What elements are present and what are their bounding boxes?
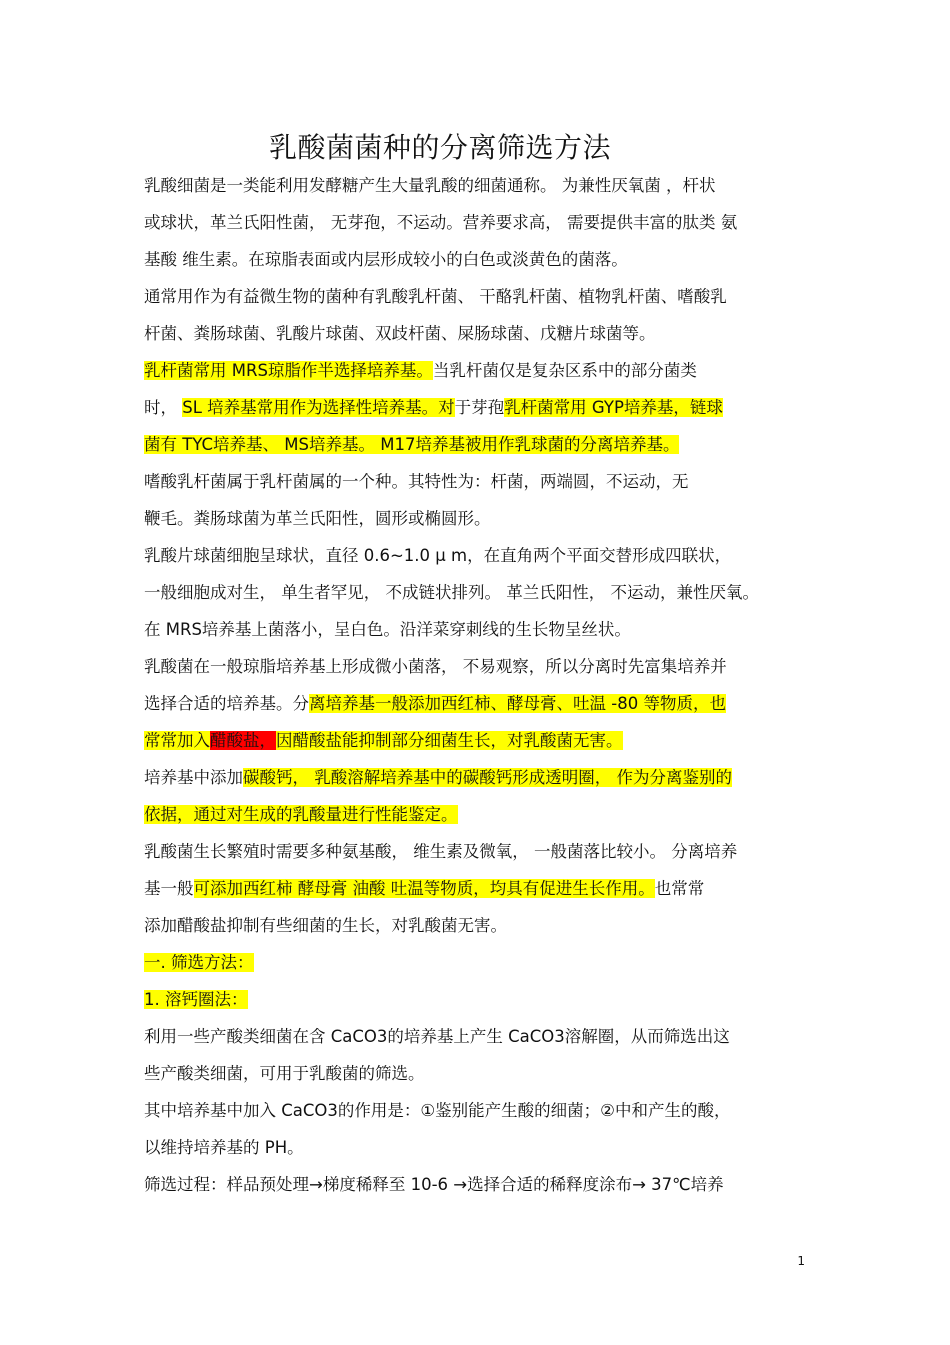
highlighted-text: 一. 筛选方法： — [144, 953, 254, 972]
text-segment: 或球状，革兰氏阳性菌， 无芽孢，不运动。营养要求高， 需要提供丰富的肽类 氨 — [144, 213, 738, 232]
highlighted-text: 碳酸钙， 乳酸溶解培养基中的碳酸钙形成透明圈， 作为分离鉴别的 — [243, 768, 732, 787]
highlighted-text: 乳杆菌常用 GYP培养基，链球 — [504, 398, 723, 417]
page-number: 1 — [797, 1254, 805, 1268]
text-segment: 于芽孢 — [454, 398, 505, 417]
highlighted-text: 可添加西红柿 酵母膏 油酸 吐温等物质，均具有促进生长作用。 — [193, 879, 655, 898]
text-line — [144, 911, 814, 941]
text-segment: 些产酸类细菌，可用于乳酸菌的筛选。 — [144, 1064, 425, 1083]
text-segment: 乳酸菌生长繁殖时需要多种氨基酸， 维生素及微氧， 一般菌落比较小。 分离培养 — [144, 842, 738, 861]
text-line — [144, 726, 814, 756]
text-segment: 筛选过程：样品预处理→梯度稀释至 10-6 →选择合适的稀释度涂布→ 37℃培养 — [144, 1175, 724, 1194]
highlighted-text: 因醋酸盐能抑制部分细菌生长，对乳酸菌无害。 — [276, 731, 623, 750]
text-line — [144, 874, 814, 904]
text-line — [144, 985, 814, 1015]
text-line — [144, 763, 814, 793]
text-line — [144, 1133, 814, 1163]
text-segment: 以维持培养基的 PH。 — [144, 1138, 304, 1157]
text-line — [144, 356, 814, 386]
highlighted-text: 依据，通过对生成的乳酸量进行性能鉴定。 — [144, 805, 458, 824]
text-segment: 也常常 — [654, 879, 705, 898]
text-line — [144, 689, 814, 719]
text-segment: 杆菌、粪肠球菌、乳酸片球菌、双歧杆菌、屎肠球菌、戊糖片球菌等。 — [144, 324, 656, 343]
text-line — [144, 541, 814, 571]
text-line — [144, 1022, 814, 1052]
text-segment: 基一般 — [144, 879, 194, 898]
highlighted-text: 常常加入 — [144, 731, 210, 750]
text-line — [144, 1170, 814, 1200]
text-line — [144, 1096, 814, 1126]
text-line — [144, 800, 814, 830]
text-line — [144, 319, 814, 349]
text-segment: 当乳杆菌仅是复杂区系中的部分菌类 — [432, 361, 697, 380]
text-line — [144, 948, 814, 978]
red-highlighted-text: 醋酸盐， — [210, 731, 276, 750]
text-segment: 鞭毛。粪肠球菌为革兰氏阳性，圆形或椭圆形。 — [144, 509, 491, 528]
text-segment: 乳酸片球菌细胞呈球状，直径 0.6~1.0 μ m，在直角两个平面交替形成四联状， — [144, 546, 732, 565]
highlighted-text: SL 培养基常用作为选择性培养基。对 — [182, 398, 455, 417]
text-segment: 乳酸细菌是一类能利用发酵糖产生大量乳酸的细菌通称。 为兼性厌氧菌 ，杆状 — [144, 176, 716, 195]
text-line — [144, 615, 814, 645]
highlighted-text: 乳杆菌常用 MRS琼脂作半选择培养基。 — [144, 361, 433, 380]
highlighted-text: 1. 溶钙圈法： — [144, 990, 248, 1009]
text-line — [144, 837, 814, 867]
text-segment: 嗜酸乳杆菌属于乳杆菌属的一个种。其特性为：杆菌，两端圆，不运动，无 — [144, 472, 689, 491]
text-segment: 在 MRS培养基上菌落小，呈白色。沿洋菜穿刺线的生长物呈丝状。 — [144, 620, 631, 639]
text-segment: 乳酸菌在一般琼脂培养基上形成微小菌落， 不易观察，所以分离时先富集培养并 — [144, 657, 727, 676]
text-segment: 基酸 维生素。在琼脂表面或内层形成较小的白色或淡黄色的菌落。 — [144, 250, 628, 269]
text-line — [144, 282, 814, 312]
text-line — [144, 430, 814, 460]
text-segment: 培养基中添加 — [144, 768, 243, 787]
text-line — [144, 245, 814, 275]
text-segment: 利用一些产酸类细菌在含 CaCO3的培养基上产生 CaCO3溶解圈，从而筛选出这 — [144, 1027, 730, 1046]
text-segment: 通常用作为有益微生物的菌种有乳酸乳杆菌、 干酪乳杆菌、植物乳杆菌、嗜酸乳 — [144, 287, 727, 306]
text-line — [144, 578, 814, 608]
text-segment: 添加醋酸盐抑制有些细菌的生长，对乳酸菌无害。 — [144, 916, 507, 935]
text-line — [144, 504, 814, 534]
highlighted-text: 菌有 TYC培养基、 MS培养基。 M17培养基被用作乳球菌的分离培养基。 — [144, 435, 680, 454]
highlighted-text: 离培养基一般添加西红柿、酵母膏、吐温 -80 等物质，也 — [309, 694, 726, 713]
text-segment: 选择合适的培养基。分 — [144, 694, 309, 713]
document-title: 乳酸菌菌种的分离筛选方法 — [268, 131, 611, 164]
text-segment: 其中培养基中加入 CaCO3的作用是：①鉴别能产生酸的细菌；②中和产生的酸， — [144, 1101, 731, 1120]
text-line — [144, 393, 814, 423]
text-line — [144, 652, 814, 682]
text-line — [144, 208, 814, 238]
text-segment: 时， — [144, 398, 183, 417]
text-line — [144, 1059, 814, 1089]
text-line — [144, 467, 814, 497]
text-line — [144, 171, 814, 201]
text-segment: 一般细胞成对生， 单生者罕见， 不成链状排列。 革兰氏阳性， 不运动，兼性厌氧。 — [144, 583, 759, 602]
